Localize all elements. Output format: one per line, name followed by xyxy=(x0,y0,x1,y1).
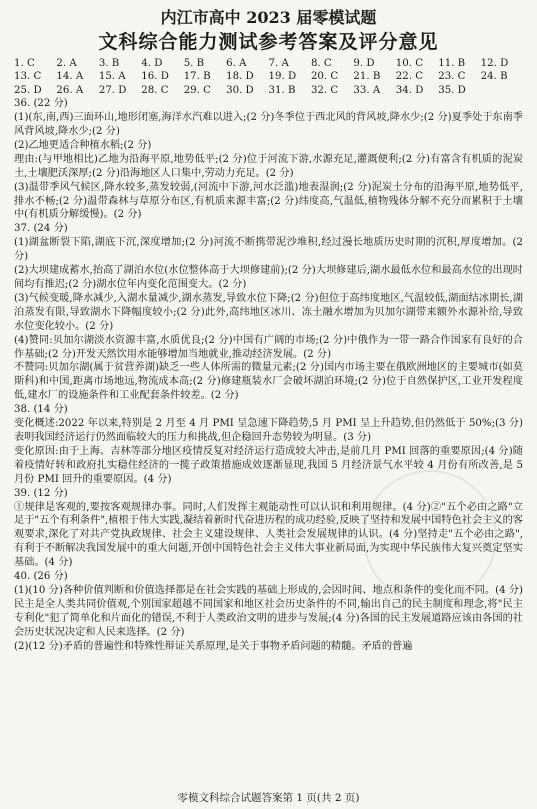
answer-item: 14. A xyxy=(56,71,84,83)
answer-item: 30. D xyxy=(226,84,254,96)
answer-paragraph: ①规律是客观的,要按客观规律办事。同时,人们发挥主观能动性可以认识和利用规律。(4 分)②"五个必由之路"立足于"五个有利条件",植根于伟大实践,凝结着新时代奋进历程的成功经验,反映了坚持和发展中国特色社会主义的客观要求,深化了对共产党执政规律、社会主义建设规律、人类社会发展规律的认识。(4 分)坚持走"五个必由之路",有利于不断解决我国发展中的重大问题,开创中国特色社会主义伟大事业新局面,为实现中华民族伟大复兴奠定坚实基础。(4 分) xyxy=(14,501,523,569)
answer-paragraph: 变化概述:2022 年以来,特别是 2 月至 4 月 PMI 呈急速下降趋势,5 月 PMI 呈上升趋势,但仍然低于 50%;(3 分)表明我国经济运行仍然面临较大的压力和挑战,但企稳回升态势较为明显。(3 分) xyxy=(14,418,523,443)
answer-paragraph: (1)(东,南,西)三面环山,地形闭塞,海洋水汽难以进入;(2 分)冬季位于西北风的背风坡,降水少;(2 分)夏季处于东南季风背风坡,降水少;(2 分) xyxy=(14,112,523,138)
answer-item: 21. B xyxy=(353,71,381,83)
answer-body xyxy=(14,97,523,653)
answer-item: 18. D xyxy=(226,71,254,83)
answer-item: 20. C xyxy=(310,71,339,83)
answer-paragraph: (2)(12 分)矛盾的普遍性和特殊性辩证关系原理,是关于事物矛盾问题的精髓。矛盾的普遍 xyxy=(14,640,413,652)
answer-paragraph: (2)大坝建成蓄水,抬高了湖泊水位(水位整体高于大坝修建前);(2 分)大坝修建后,湖水最低水位和最高水位的出现时间均有推迟;(2 分)湖水位年内变化范围变大。(2 分) xyxy=(14,265,523,290)
answer-item: 17. B xyxy=(183,71,211,83)
answer-item: 8. C xyxy=(310,58,332,69)
answer-paragraph: (1)湖盆断裂下陷,湖底下沉,深度增加;(2 分)河流不断携带泥沙堆积,经过漫长地质历史时期的沉积,厚度增加。(2 分) xyxy=(14,237,523,263)
answer-paragraph: (2)乙地更适合种植水稻;(2 分) xyxy=(14,139,152,151)
answer-row xyxy=(14,57,523,70)
answer-item: 27. D xyxy=(98,84,127,96)
document-title: 文科综合能力测试参考答案及评分意见 xyxy=(98,31,439,53)
answer-item: 15. A xyxy=(98,71,126,83)
answer-item: 33. A xyxy=(353,84,381,96)
answer-spacer xyxy=(481,84,523,97)
answer-item: 11. B xyxy=(438,58,466,69)
answer-paragraph: (3)温带季风气候区,降水较多,蒸发较弱,(河流中下游,河水泛滥)地表湿润;(2 分)泥炭土分布的沿海平原,地势低平,排水不畅;(2 分)温带森林与草原分布区,有机质来源丰富;(2 分)纬度高,气温低,植物残体分解不充分而累积于土壤中(有机质分解缓慢)。(2 分) xyxy=(14,181,523,221)
exam-title: 内江市高中 2023 届零模试题 xyxy=(160,8,377,27)
multiple-choice-answers xyxy=(14,57,523,97)
answer-item: 35. D xyxy=(438,84,466,96)
question-heading: 37. (24 分) xyxy=(14,223,68,235)
answer-item: 13. C xyxy=(14,71,42,83)
answer-row xyxy=(14,84,523,97)
answer-item: 5. B xyxy=(183,58,205,69)
answer-item: 32. C xyxy=(310,84,339,96)
answer-paragraph: (1)(10 分)各种价值判断和价值选择都是在社会实践的基础上形成的,会因时间、地点和条件的变化而不同。(4 分)民主是全人类共同价值观,个别国家超越不同国家和地区社会历史条件的不同,输出自己的民主制度和理念,将"民主专利化"犯了简单化和片面化的错误,不利于人类政治文明的进步与发展;(4 分)各国的民主发展道路应该由各国的社会历史状况决定和人民来选择。(2 分) xyxy=(14,584,523,638)
answer-item: 1. C xyxy=(14,58,35,69)
page-footer: 零模文科综合试题答案第 1 页(共 2 页) xyxy=(177,792,360,804)
answer-item: 7. A xyxy=(268,58,289,69)
answer-item: 24. B xyxy=(480,71,508,83)
answer-paragraph: (3)气候变暖,降水减少,入湖水量减少,湖水蒸发,导致水位下降;(2 分)但位于高纬度地区,气温较低,湖面结冰期长,湖泊蒸发有限,导致湖水下降幅度较小;(2 分)此外,高纬地区冰川、冻土融水增加为贝加尔湖带来额外水源补给,导致水位变化较小。(2 分) xyxy=(14,292,523,332)
answer-item: 9. D xyxy=(353,58,375,69)
answer-paragraph: 理由:(与甲地相比)乙地为沿海平原,地势低平;(2 分)位于河流下游,水源充足,灌溉便利;(2 分)有富含有机质的泥炭土,土壤肥沃深厚;(2 分)沿海地区人口集中,劳动力充足。(2 分) xyxy=(14,153,523,179)
question-heading: 40. (26 分) xyxy=(14,571,68,583)
answer-paragraph: (4)赞同:贝加尔湖淡水资源丰富,水质优良;(2 分)中国有广阔的市场;(2 分)中俄作为一带一路合作国家有良好的合作基础;(2 分)开发天然饮用水能够增加当地就业,推动经济发展。(2 分) xyxy=(14,334,523,360)
answer-item: 2. A xyxy=(56,58,77,69)
answer-item: 29. C xyxy=(183,84,211,96)
answer-paragraph: 变化原因:由于上海、吉林等部分地区疫情反复对经济运行造成较大冲击,是前几月 PMI 回落的重要原因;(4 分)随着疫情好转和政府扎实稳住经济的一揽子政策措施成效逐渐显现,我国 5 月经济景气水平较 4 月份有所改善,是 5 月份 PMI 回升的重要原因。(4 分) xyxy=(14,445,523,485)
answer-item: 28. C xyxy=(141,84,169,96)
answer-item: 25. D xyxy=(14,84,42,96)
answer-item: 23. C xyxy=(438,71,466,83)
answer-item: 10. C xyxy=(395,58,424,69)
answer-item: 12. D xyxy=(480,58,509,69)
answer-item: 31. B xyxy=(268,84,296,96)
answer-item: 4. D xyxy=(141,58,163,69)
question-heading: 39. (12 分) xyxy=(14,487,68,499)
answer-item: 6. A xyxy=(226,58,247,69)
answer-row xyxy=(14,70,523,83)
answer-item: 26. A xyxy=(56,84,84,96)
question-heading: 36. (22 分) xyxy=(14,98,68,110)
question-heading: 38. (14 分) xyxy=(14,404,68,416)
answer-item: 22. C xyxy=(395,71,424,83)
answer-item: 16. D xyxy=(141,71,169,83)
answer-item: 34. D xyxy=(395,84,424,96)
answer-paragraph: 不赞同:贝加尔湖(属于贫营养湖)缺乏一些人体所需的微量元素;(2 分)国内市场主要在俄欧洲地区的主要城市(如莫斯科)和中国,距离市场地远,物流成本高;(2 分)修建瓶装水厂会破坏湖泊环境;(2 分)位于自然保护区,工业开发程度低,建水厂的设施条件和工业配套条件较差。(2 分) xyxy=(14,362,523,402)
answer-item: 19. D xyxy=(268,71,297,83)
answer-item: 3. B xyxy=(98,58,120,69)
